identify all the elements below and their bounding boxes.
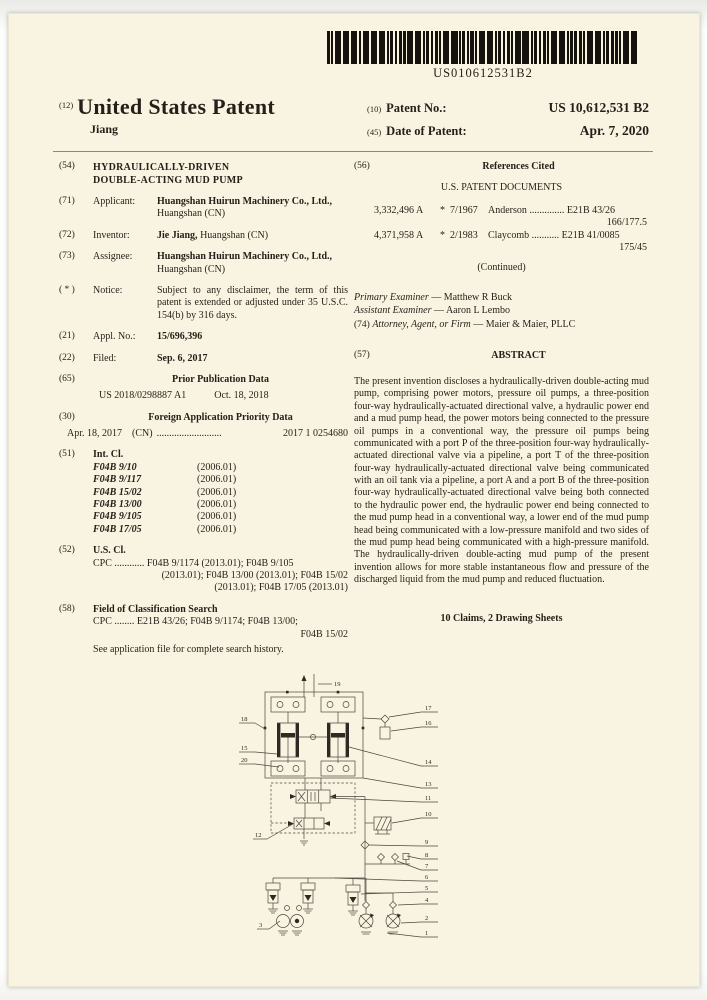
int-cl-entry: F04B 9/105 (2006.01) [93, 511, 237, 523]
int-cl-entry: F04B 15/02 (2006.01) [93, 486, 237, 498]
section-58-field-of-search: (58) Field of Classification Search CPC ........ E21B 43/26; F04B 9/1174; F04B 13/00; F04B 15/02 See application file for complete search history. [59, 603, 348, 655]
int-cl-entry: F04B 17/05 (2006.01) [93, 523, 237, 535]
cpc-line: CPC ............ F04B 9/1174 (2013.01); F04B 9/105 [93, 557, 294, 569]
int-cl-entry: F04B 9/117 (2006.01) [93, 474, 237, 486]
figure-callout: 12 [255, 832, 262, 839]
field-search-heading: Field of Classification Search [93, 603, 218, 615]
applicant-name: Huangshan Huirun Machinery Co., Ltd., [157, 196, 333, 207]
assignee-location: Huangshan (CN) [157, 263, 226, 275]
section-56-references: (56) References Cited [354, 161, 649, 173]
figure-callout: 19 [334, 681, 341, 688]
claims-line: 10 Claims, 2 Drawing Sheets [440, 612, 563, 624]
section-71-applicant: (71) Applicant: Huangshan Huirun Machinery Co., Ltd., Huangshan (CN) [59, 196, 333, 220]
inventor-label: Inventor: [93, 229, 130, 241]
figure-callout: 16 [425, 720, 432, 727]
section-30-foreign-priority: (30) Foreign Application Priority Data Apr. 18, 2017 (CN) .......................... 2017 1 0254680 [59, 411, 348, 440]
prior-pub-heading: Prior Publication Data [171, 373, 270, 385]
leader-dots: .......................... [156, 428, 222, 440]
figure-callout: 3 [259, 922, 263, 929]
filed-label: Filed: [93, 352, 117, 364]
prior-pub-date: Oct. 18, 2018 [214, 390, 269, 402]
section-notice: ( * ) Notice: Subject to any disclaimer, the term of this patent is extended or adjusted under 35 U.S.C. 154(b) by 316 days. [59, 284, 348, 321]
section-73-assignee: (73) Assignee: Huangshan Huirun Machinery Co., Ltd., Huangshan (CN) [59, 251, 333, 275]
date-label: Date of Patent: [386, 124, 467, 138]
cpc-line: (2013.01); F04B 17/05 (2013.01) [214, 582, 348, 594]
figure-callout: 1 [425, 930, 429, 937]
assignee-label: Assignee: [93, 251, 133, 263]
header-left [59, 94, 275, 137]
section-57-abstract: (57) ABSTRACT [354, 350, 649, 362]
examiner-block: Primary Examiner — Matthew R Buck Assistant Examiner — Aaron L Lembo (74) Attorney, Agent, or Firm — Maier & Maier, PLLC [354, 291, 576, 330]
field-search-line: F04B 15/02 [300, 628, 348, 640]
barcode [327, 31, 639, 64]
invention-title-line2: DOUBLE-ACTING MUD PUMP [93, 175, 243, 186]
int-cl-heading: Int. Cl. [93, 449, 124, 461]
abstract-heading: ABSTRACT [491, 349, 546, 361]
section-72-inventor: (72) Inventor: Jie Jiang, Huangshan (CN) [59, 229, 269, 241]
notice-text: Subject to any disclaimer, the term of this patent is extended or adjusted under 35 U.S.C. 154(b) by 316 days. [157, 284, 348, 321]
figure-callout: 14 [425, 759, 432, 766]
filed-value: Sep. 6, 2017 [157, 352, 208, 364]
continued-note: (Continued) [477, 262, 526, 274]
figure-callout: 17 [425, 705, 432, 712]
int-cl-entry: F04B 13/00 (2006.01) [93, 499, 237, 511]
assistant-examiner-name: — Aaron L Lembo [434, 305, 511, 317]
primary-examiner-label: Primary Examiner [354, 291, 429, 303]
priority-date: Apr. 18, 2017 [67, 428, 122, 440]
left-column [59, 161, 348, 665]
figure-callout: 9 [425, 839, 429, 846]
foreign-priority-heading: Foreign Application Priority Data [148, 411, 293, 423]
figure-callout: 15 [241, 745, 248, 752]
priority-country: (CN) [132, 428, 153, 440]
date-tag: (45) [367, 127, 382, 137]
kind-code-tag: (12) [59, 100, 74, 110]
primary-examiner-name: — Matthew R Buck [431, 291, 513, 303]
priority-app-number: 2017 1 0254680 [283, 428, 348, 440]
attorney-label: Attorney, Agent, or Firm [372, 318, 471, 330]
patent-no-tag: (10) [367, 104, 382, 114]
patent-no-value: US 10,612,531 B2 [548, 100, 649, 115]
figure-callout: 11 [425, 795, 432, 802]
figure-callout: 2 [425, 915, 429, 922]
inventor-name: Jie Jiang, [157, 229, 198, 241]
figure-callout: 13 [425, 781, 432, 788]
assignee-name: Huangshan Huirun Machinery Co., Ltd., [157, 251, 333, 263]
section-22-filed: (22) Filed: Sep. 6, 2017 [59, 353, 348, 365]
figure-callout: 5 [425, 885, 429, 892]
notice-label: Notice: [93, 284, 123, 296]
attorney-name: — Maier & Maier, PLLC [473, 318, 576, 330]
right-column [354, 161, 649, 625]
reference-row: 3,332,496 A * 7/1967 Anderson .............. E21B 43/26 [374, 204, 615, 216]
applicant-label: Applicant: [93, 196, 136, 207]
section-21-appl-no: (21) Appl. No.: 15/696,396 [59, 331, 348, 343]
reference-subclass: 166/177.5 [606, 217, 647, 229]
figure-callout: 18 [241, 716, 248, 723]
inventor-location: Huangshan (CN) [197, 229, 269, 241]
applicant-location: Huangshan (CN) [157, 208, 226, 220]
invention-title-line1: HYDRAULICALLY-DRIVEN [93, 162, 230, 173]
appl-no-label: Appl. No.: [93, 331, 136, 343]
us-patent-documents-heading: U.S. PATENT DOCUMENTS [440, 182, 563, 194]
patent-no-label: Patent No.: [386, 101, 447, 115]
section-51-int-cl: (51) Int. Cl. F04B 9/10 (2006.01) F04B 9/117 (2006.01) F04B 15/02 (2006.01) F04B 13/00 (2006.01) F04B 9/105 (2006.01) F04B 17/05 (2006.01) [59, 449, 348, 536]
section-54-title: (54) HYDRAULICALLY-DRIVEN DOUBLE-ACTING MUD PUMP [59, 161, 243, 186]
patent-figure-schematic [235, 671, 473, 971]
figure-callout: 6 [425, 874, 429, 881]
figure-callout: 4 [425, 897, 429, 904]
date-value: Apr. 7, 2020 [579, 123, 649, 138]
field-search-note: See application file for complete search history. [93, 643, 284, 655]
reference-row: 4,371,958 A * 2/1983 Claycomb ........... E21B 41/0085 [374, 229, 620, 241]
field-search-line: CPC ........ E21B 43/26; F04B 9/1174; F04B 13/00; [93, 616, 298, 628]
figure-callout: 7 [425, 863, 429, 870]
inventor-surname: Jiang [90, 122, 119, 136]
reference-subclass: 175/45 [619, 241, 647, 253]
document-title: United States Patent [77, 94, 276, 119]
figure-callout: 20 [241, 757, 248, 764]
references-heading: References Cited [482, 161, 555, 172]
appl-no-value: 15/696,396 [157, 331, 203, 343]
figure-callout: 8 [425, 852, 429, 859]
header-rule [53, 151, 653, 152]
abstract-text: The present invention discloses a hydraulically-driven double-acting mud pump, comprising power motors, pressure oil pumps, a three-position four-way hydraulically-actuated directional valve, a hydraulic power end and a mud pump head, the power motors being connected to the pressure oil pumps in a conventional way, the pressure oil pumps being communicated with a port P of the three-position four-way hydraulically-actuated directional valve via a pipeline, a port T of the three-position four-way hydraulically-actuated directional valve being communicated with an oil tank via a pipeline, a port A and a port B of the three-position four-way hydraulically-actuated directional valve being both connected to the hydraulic power end, the hydraulic power end being connected to the mud pump head in a conventional way, a lower end of the mud pump head being communicated with a low-pressure manifold and two sides of the mud pump head being communicated with a high-pressure manifold. The hydraulically-driven double-acting mud pump of the present invention allows for more stable instantaneous flow and pressure of the discharged liquid from the mud pump and reduced fluctuation. [354, 375, 649, 586]
header-right [367, 100, 649, 146]
cpc-line: (2013.01); F04B 13/00 (2013.01); F04B 15/02 [161, 569, 348, 581]
figure-callout: 10 [425, 811, 432, 818]
section-52-us-cl: (52) U.S. Cl. CPC ............ F04B 9/1174 (2013.01); F04B 9/105 (2013.01); F04B 13/00 (2013.01); F04B 15/02 (2013.01); F04B 17/05 (2013.01) [59, 545, 348, 594]
patent-page [8, 13, 700, 987]
us-cl-heading: U.S. Cl. [93, 545, 126, 557]
barcode-label: US010612531B2 [433, 66, 533, 80]
prior-pub-number: US 2018/0298887 A1 [99, 390, 187, 402]
assistant-examiner-label: Assistant Examiner [354, 305, 432, 317]
int-cl-entry: F04B 9/10 (2006.01) [93, 461, 237, 473]
section-65-prior-publication: (65) Prior Publication Data US 2018/0298887 A1 Oct. 18, 2018 [59, 374, 348, 403]
